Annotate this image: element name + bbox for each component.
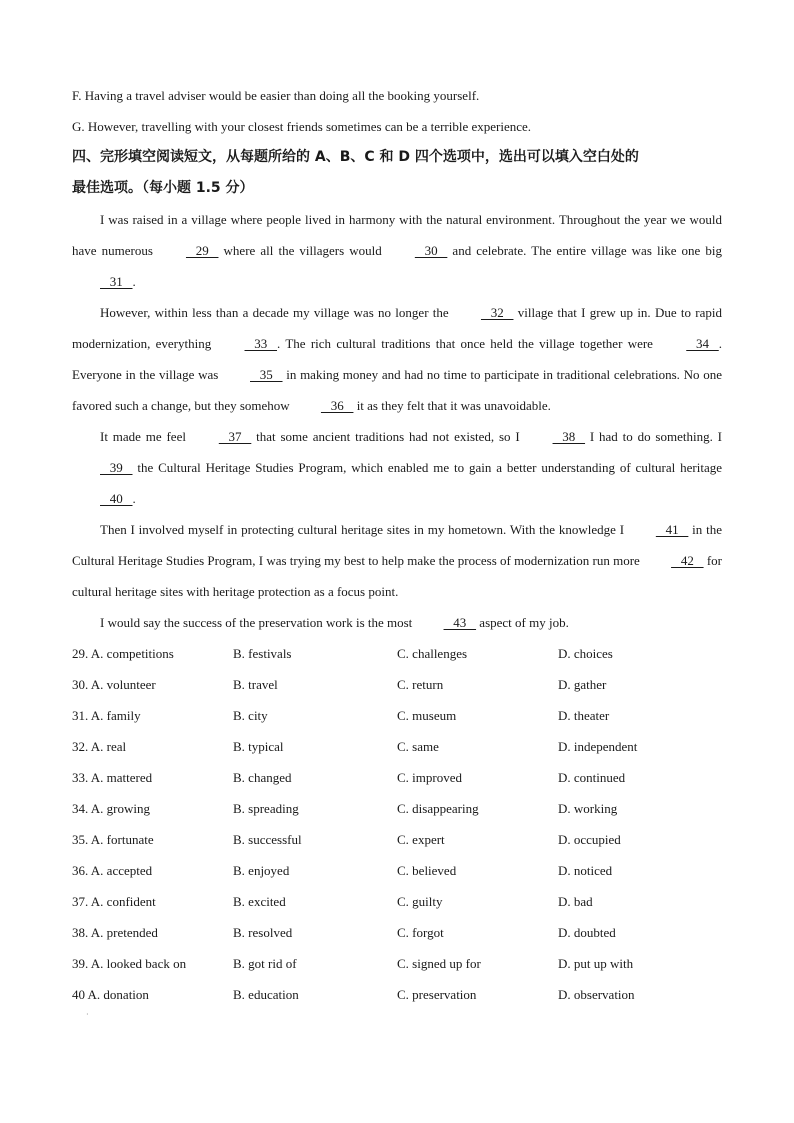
passage-text: aspect of my job.	[476, 615, 569, 630]
blank-43[interactable]: 43	[443, 615, 477, 630]
option-c[interactable]: C. return	[397, 677, 444, 692]
option-d[interactable]: D. independent	[558, 739, 638, 754]
option-g: G. However, travelling with your closest friends sometimes can be a terrible experience.	[72, 119, 532, 134]
option-c[interactable]: C. preservation	[397, 987, 477, 1002]
blank-31[interactable]: 31	[100, 274, 133, 289]
document-page	[72, 80, 722, 1010]
option-c[interactable]: C. improved	[397, 770, 462, 785]
option-b[interactable]: B. enjoyed	[233, 863, 290, 878]
question-row-30	[72, 669, 722, 700]
passage-text: for cultural heritage sites with heritage protection as a focus point.	[72, 553, 722, 599]
option-d[interactable]: D. continued	[558, 770, 626, 785]
option-c[interactable]: C. disappearing	[397, 801, 479, 816]
blank-41[interactable]: 41	[655, 522, 689, 537]
option-a[interactable]: 35. A. fortunate	[72, 832, 154, 847]
passage-paragraph-5	[72, 607, 722, 638]
question-row-39	[72, 948, 722, 979]
blank-40[interactable]: 40	[100, 491, 133, 506]
option-b[interactable]: B. spreading	[233, 801, 299, 816]
option-c[interactable]: C. museum	[397, 708, 457, 723]
passage-text: in making money and had no time to participate in traditional celebrations. No one favored such a change, but they somehow	[72, 367, 722, 413]
option-d[interactable]: D. choices	[558, 646, 613, 661]
option-d[interactable]: D. occupied	[558, 832, 621, 847]
passage-text: in the Cultural Heritage Studies Program, I was trying my best to help make the process of modernization run more	[72, 522, 722, 568]
passage-text: where all the villagers would	[218, 243, 387, 258]
blank-39[interactable]: 39	[100, 460, 133, 475]
passage-text: I would say the success of the preservation work is the most	[100, 615, 416, 630]
passage-text: I had to do something. I	[585, 429, 722, 444]
option-a[interactable]: 37. A. confident	[72, 894, 156, 909]
option-d[interactable]: D. observation	[558, 987, 635, 1002]
passage-paragraph-1	[72, 204, 722, 297]
option-b[interactable]: B. education	[233, 987, 299, 1002]
option-a[interactable]: 38. A. pretended	[72, 925, 158, 940]
passage-text: I was raised in a village where people lived in harmony with the natural environment. Throughout the year we would have numerous	[72, 212, 722, 258]
passage-text: and celebrate. The entire village was like one big	[447, 243, 722, 258]
option-c[interactable]: C. expert	[397, 832, 445, 847]
passage-text: . Everyone in the village was	[72, 336, 722, 382]
question-row-34	[72, 793, 722, 824]
passage-text: .	[132, 274, 136, 289]
option-a[interactable]: 29. A. competitions	[72, 646, 174, 661]
passage-text: . The rich cultural traditions that once held the village together were	[277, 336, 659, 351]
section-title-line-1: 四、完形填空阅读短文，从每题所给的 A、B、C 和 D 四个选项中，选出可以填入空白处的	[72, 149, 639, 165]
option-b[interactable]: B. typical	[233, 739, 284, 754]
option-c[interactable]: C. same	[397, 739, 439, 754]
section-title-line-2: 最佳选项。（每小题 1.5 分）	[72, 180, 254, 196]
blank-35[interactable]: 35	[250, 367, 283, 382]
blank-34[interactable]: 34	[686, 336, 719, 351]
option-b[interactable]: B. excited	[233, 894, 286, 909]
option-a[interactable]: 32. A. real	[72, 739, 127, 754]
blank-29[interactable]: 29	[185, 243, 219, 258]
passage-text: that some ancient traditions had not existed, so I	[251, 429, 525, 444]
option-d[interactable]: D. put up with	[558, 956, 634, 971]
option-a[interactable]: 34. A. growing	[72, 801, 150, 816]
question-row-29	[72, 638, 722, 669]
option-c[interactable]: C. signed up for	[397, 956, 481, 971]
option-b[interactable]: B. got rid of	[233, 956, 297, 971]
passage-text: It made me feel	[100, 429, 191, 444]
option-b[interactable]: B. travel	[233, 677, 278, 692]
passage-text: it as they felt that it was unavoidable.	[353, 398, 551, 413]
question-list	[72, 638, 722, 1010]
passage-text: village that I grew up in. Due to rapid modernization, everything	[72, 305, 722, 351]
option-f: F. Having a travel adviser would be easier than doing all the booking yourself.	[72, 88, 480, 103]
question-row-38	[72, 917, 722, 948]
question-row-31	[72, 700, 722, 731]
option-a[interactable]: 39. A. looked back on	[72, 956, 187, 971]
option-d[interactable]: D. bad	[558, 894, 593, 909]
question-row-40	[72, 979, 722, 1010]
blank-33[interactable]: 33	[244, 336, 278, 351]
blank-30[interactable]: 30	[414, 243, 448, 258]
option-a[interactable]: 31. A. family	[72, 708, 141, 723]
option-d[interactable]: D. gather	[558, 677, 607, 692]
option-a[interactable]: 36. A. accepted	[72, 863, 153, 878]
question-row-35	[72, 824, 722, 855]
option-c[interactable]: C. guilty	[397, 894, 443, 909]
passage-paragraph-4	[72, 514, 722, 607]
stray-mark: ·	[86, 1010, 89, 1019]
option-c[interactable]: C. believed	[397, 863, 457, 878]
option-c[interactable]: C. challenges	[397, 646, 468, 661]
blank-36[interactable]: 36	[320, 398, 354, 413]
question-row-32	[72, 731, 722, 762]
option-d[interactable]: D. working	[558, 801, 618, 816]
option-a[interactable]: 40 A. donation	[72, 987, 149, 1002]
question-row-36	[72, 855, 722, 886]
option-b[interactable]: B. resolved	[233, 925, 293, 940]
option-d[interactable]: D. noticed	[558, 863, 613, 878]
passage-text: However, within less than a decade my village was no longer the	[100, 305, 453, 320]
passage-paragraph-2	[72, 297, 722, 421]
option-a[interactable]: 33. A. mattered	[72, 770, 153, 785]
option-b[interactable]: B. city	[233, 708, 268, 723]
option-b[interactable]: B. changed	[233, 770, 292, 785]
passage-paragraph-3	[72, 421, 722, 514]
question-row-33	[72, 762, 722, 793]
option-a[interactable]: 30. A. volunteer	[72, 677, 156, 692]
passage-text: the Cultural Heritage Studies Program, which enabled me to gain a better understanding of cultural heritage	[132, 460, 722, 475]
option-b[interactable]: B. festivals	[233, 646, 292, 661]
blank-32[interactable]: 32	[480, 305, 514, 320]
passage-text: .	[132, 491, 136, 506]
question-row-37	[72, 886, 722, 917]
blank-38[interactable]: 38	[552, 429, 586, 444]
blank-37[interactable]: 37	[218, 429, 252, 444]
option-d[interactable]: D. theater	[558, 708, 610, 723]
option-c[interactable]: C. forgot	[397, 925, 444, 940]
passage-text: Then I involved myself in protecting cultural heritage sites in my hometown. With the knowledge I	[100, 522, 628, 537]
option-d[interactable]: D. doubted	[558, 925, 616, 940]
blank-42[interactable]: 42	[671, 553, 704, 568]
option-b[interactable]: B. successful	[233, 832, 302, 847]
